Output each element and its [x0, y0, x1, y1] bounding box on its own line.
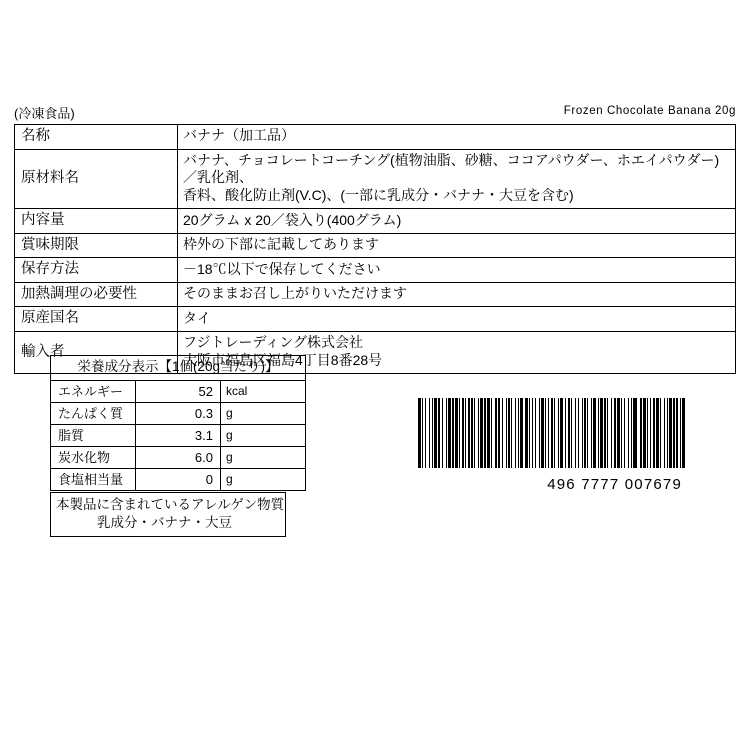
- info-row-label: 加熱調理の必要性: [15, 282, 178, 307]
- allergen-items: 乳成分・バナナ・大豆: [97, 515, 232, 531]
- nutrition-title: 栄養成分表示【1個(20g当たり)】: [51, 356, 306, 381]
- table-row: [15, 258, 736, 283]
- nutrition-name: 食塩相当量: [51, 469, 136, 491]
- info-row-value: [178, 258, 736, 283]
- nutrition-row: [51, 381, 306, 403]
- barcode-block: [418, 398, 686, 493]
- nutrition-table: [50, 355, 306, 491]
- info-row-value: [178, 125, 736, 150]
- table-row: [15, 209, 736, 234]
- info-row-value-line: バナナ（加工品）: [183, 127, 295, 144]
- info-row-label: 内容量: [15, 209, 178, 234]
- nutrition-unit: g: [221, 425, 306, 447]
- barcode-number: 496 7777 007679: [547, 476, 682, 493]
- info-row-value-line: 20グラム x 20／袋入り(400グラム): [183, 211, 402, 228]
- nutrition-name: エネルギー: [51, 381, 136, 403]
- barcode-bar: [685, 398, 686, 468]
- nutrition-unit: g: [221, 447, 306, 469]
- info-row-value-line: フジトレーディング株式会社: [183, 334, 364, 350]
- nutrition-title-row: [51, 356, 306, 381]
- nutrition-value: 3.1: [136, 425, 221, 447]
- info-row-label: 賞味期限: [15, 233, 178, 258]
- info-row-label: 原材料名: [15, 149, 178, 209]
- nutrition-row: [51, 425, 306, 447]
- info-row-value-line: －18℃以下で保存してください: [183, 260, 381, 277]
- label-header: [14, 103, 736, 119]
- table-row: [15, 282, 736, 307]
- nutrition-unit: g: [221, 403, 306, 425]
- info-row-value: [178, 209, 736, 234]
- info-row-value-line: 枠外の下部に記載してあります: [183, 236, 379, 253]
- nutrition-value: 0.3: [136, 403, 221, 425]
- info-row-value: [178, 307, 736, 332]
- product-info-table: [14, 124, 736, 374]
- english-title-text: Frozen Chocolate Banana 20g: [563, 105, 736, 117]
- table-row: [15, 125, 736, 150]
- info-row-value-line: 大阪市福島区福島4丁目8番28号: [183, 351, 383, 368]
- table-row: [15, 307, 736, 332]
- table-row: [15, 149, 736, 209]
- nutrition-row: [51, 447, 306, 469]
- info-row-value: [178, 149, 736, 209]
- info-row-label: 名称: [15, 125, 178, 150]
- info-row-label: 原産国名: [15, 307, 178, 332]
- nutrition-unit: g: [221, 469, 306, 491]
- info-row-value: [178, 282, 736, 307]
- nutrition-value: 0: [136, 469, 221, 491]
- info-row-value-line: タイ: [183, 309, 211, 326]
- nutrition-row: [51, 469, 306, 491]
- info-row-label: 輸入者: [15, 332, 178, 374]
- info-row-label: 保存方法: [15, 258, 178, 283]
- nutrition-name: 脂質: [51, 425, 136, 447]
- info-row-value-line: 香料、酸化防止剤(V.C)、(一部に乳成分・バナナ・大豆を含む): [183, 187, 574, 204]
- nutrition-row: [51, 403, 306, 425]
- info-row-value-line: バナナ、チョコレートコーチング(植物油脂、砂糖、ココアパウダー、ホエイパウダー)／乳化剤、: [183, 151, 720, 186]
- nutrition-unit: kcal: [221, 381, 306, 403]
- info-row-value-line: そのままお召し上がりいただけます: [183, 285, 407, 302]
- info-row-value: [178, 233, 736, 258]
- table-row: [15, 233, 736, 258]
- nutrition-name: 炭水化物: [51, 447, 136, 469]
- nutrition-value: 52: [136, 381, 221, 403]
- allergen-heading: 本製品に含まれているアレルゲン物質: [56, 497, 285, 512]
- nutrition-name: たんぱく質: [51, 403, 136, 425]
- nutrition-value: 6.0: [136, 447, 221, 469]
- category-text: (冷凍食品): [14, 106, 75, 121]
- allergen-box: [50, 492, 286, 537]
- barcode-image: [418, 398, 686, 468]
